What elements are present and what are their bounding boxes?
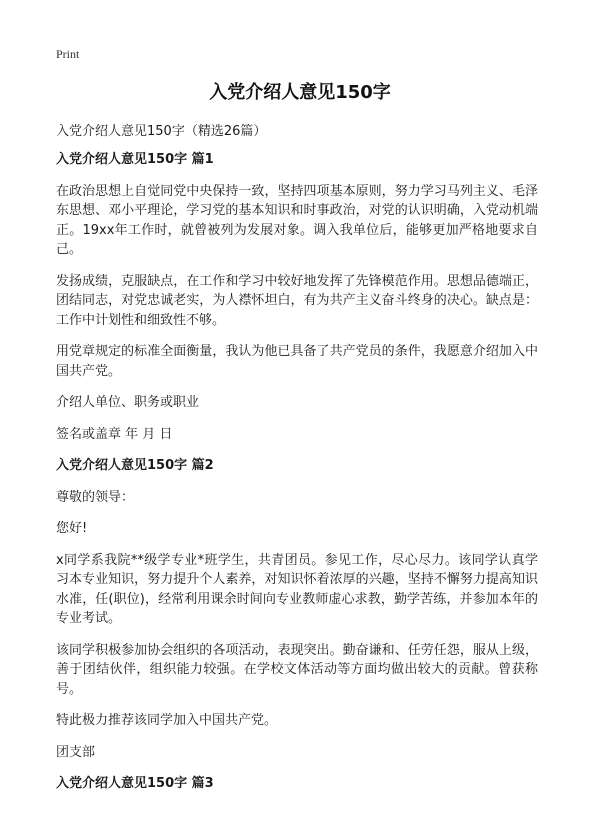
paragraph: 尊敬的领导： [56,489,135,505]
paragraph: 您好! [56,521,88,536]
paragraph: 介绍人单位、职务或职业 [56,395,200,410]
paragraph: 该同学积极参加协会组织的各项活动，表现突出。勤奋谦和、任劳任怨，服从上级，善于团结伙伴，组织能力较强。在学校文体活动等方面均做出较大的贡献。曾获称号。 [56,642,538,697]
paragraph: 特此极力推荐该同学加入中国共产党。 [56,713,278,728]
section-heading: 入党介绍人意见150字 篇2 [56,458,214,473]
document-body [56,150,538,806]
paragraph: 签名或盖章 年 月 日 [56,426,173,442]
paragraph: 用党章规定的标准全面衡量，我认为他已具备了共产党员的条件，我愿意介绍加入中国共产党。 [56,344,538,379]
paragraph: 团支部 [56,744,96,760]
paragraph: 在政治思想上自觉同党中央保持一致，坚持四项基本原则，努力学习马列主义、毛泽东思想、邓小平理论，学习党的基本知识和时事政治，对党的认识明确，入党动机端正。19xx年工作时，就曾被列为发展对象。调入我单位后，能够更加严格地要求自己。 [56,183,538,257]
section-heading: 入党介绍人意见150字 篇1 [56,152,214,167]
document-subtitle: 入党介绍人意见150字（精选26篇） [56,124,267,139]
paragraph: 发扬成绩，克服缺点，在工作和学习中较好地发挥了先锋模范作用。思想品德端正，团结同志，对党忠诚老实，为人襟怀坦白，有为共产主义奋斗终身的决心。缺点是：工作中计划性和细致性不够。 [56,273,538,328]
paragraph: x同学系我院**级学专业*班学生，共青团员。参见工作，尽心尽力。该同学认真学习本专业知识，努力提升个人素养，对知识怀着浓厚的兴趣，坚持不懈努力提高知识水准，任(职位)，经常利用课余时间向专业教师虚心求教，勤学苦练，并参加本年的专业考试。 [56,552,538,626]
print-label: Print [56,47,80,61]
section-heading: 入党介绍人意见150字 篇3 [56,776,214,791]
page-title: 入党介绍人意见150字 [209,82,391,103]
